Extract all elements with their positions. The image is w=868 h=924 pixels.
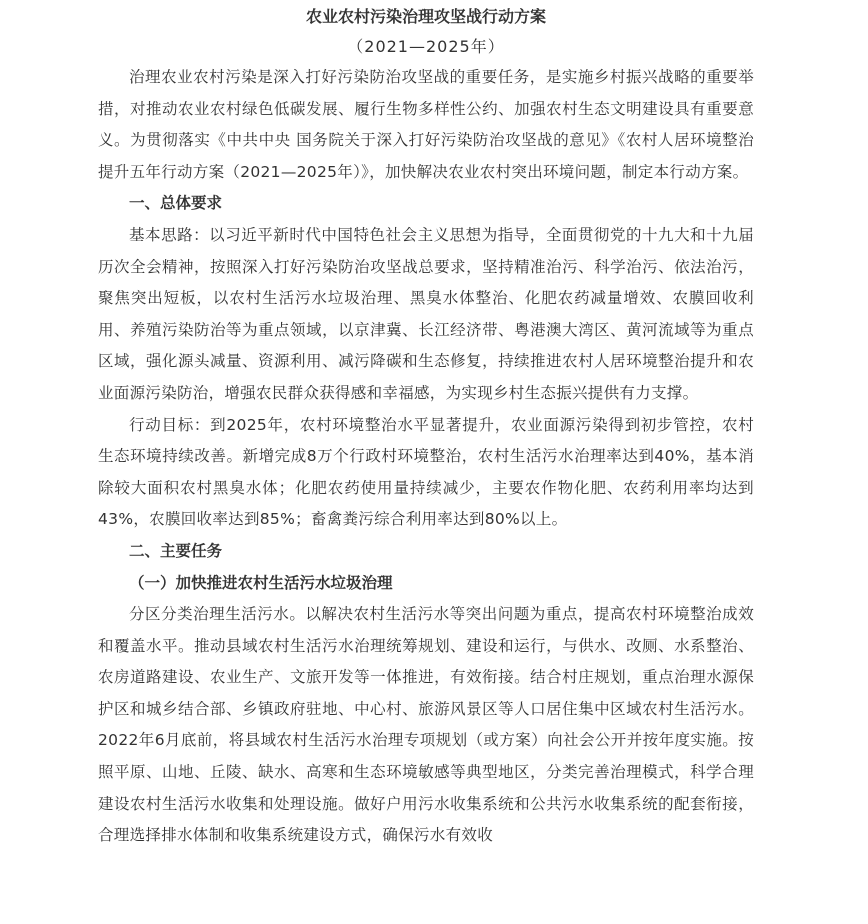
sewage-treatment-paragraph: 分区分类治理生活污水。以解决农村生活污水等突出问题为重点，提高农村环境整治成效和覆盖水平。推动县域农村生活污水治理统筹规划、建设和运行，与供水、改厕、水系整治、农房道路建设、农业生产、文旅开发等一体推进，有效衔接。结合村庄规划，重点治理水源保护区和城乡结合部、乡镇政府驻地、中心村、旅游风景区等人口居住集中区域农村生活污水。2022年6月底前，将县域农村生活污水治理专项规划（或方案）向社会公开并按年度实施。按照平原、山地、丘陵、缺水、高寒和生态环境敏感等典型地区，分类完善治理模式，科学合理建设农村生活污水收集和处理设施。做好户用污水收集系统和公共污水收集系统的配套衔接，合理选择排水体制和收集系统建设方式，确保污水有效收 [98,605,754,845]
document-title: 农业农村污染治理攻坚战行动方案 [305,7,546,26]
document-subtitle: （2021—2025年） [347,37,505,56]
section-heading-main-tasks: 二、主要任务 [129,541,223,560]
section-heading-general-requirements: 一、总体要求 [129,194,223,213]
action-goals-paragraph: 行动目标：到2025年，农村环境整治水平显著提升，农业面源污染得到初步管控，农村生态环境持续改善。新增完成8万个行政村环境整治，农村生活污水治理率达到40%，基本消除较大面积农村黑臭水体；化肥农药使用量持续减少，主要农作物化肥、农药利用率均达到43%，农膜回收率达到85%；畜禽粪污综合利用率达到80%以上。 [98,415,754,529]
subsection-heading-sewage-garbage: （一）加快推进农村生活污水垃圾治理 [129,573,393,592]
intro-paragraph: 治理农业农村污染是深入打好污染防治攻坚战的重要任务，是实施乡村振兴战略的重要举措，对推动农业农村绿色低碳发展、履行生物多样性公约、加强农村生态文明建设具有重要意义。为贯彻落实《中共中央 国务院关于深入打好污染防治攻坚战的意见》《农村人居环境整治提升五年行动方案（2021—2025年）》，加快解决农业农村突出环境问题，制定本行动方案。 [98,68,754,181]
basic-idea-paragraph: 基本思路：以习近平新时代中国特色社会主义思想为指导，全面贯彻党的十九大和十九届历次全会精神，按照深入打好污染防治攻坚战总要求，坚持精准治污、科学治污、依法治污，聚焦突出短板，以农村生活污水垃圾治理、黑臭水体整治、化肥农药减量增效、农膜回收利用、养殖污染防治等为重点领域，以京津冀、长江经济带、粤港澳大湾区、黄河流域等为重点区域，强化源头减量、资源利用、减污降碳和生态修复，持续推进农村人居环境整治提升和农业面源污染防治，增强农民群众获得感和幸福感，为实现乡村生态振兴提供有力支撑。 [98,225,754,402]
